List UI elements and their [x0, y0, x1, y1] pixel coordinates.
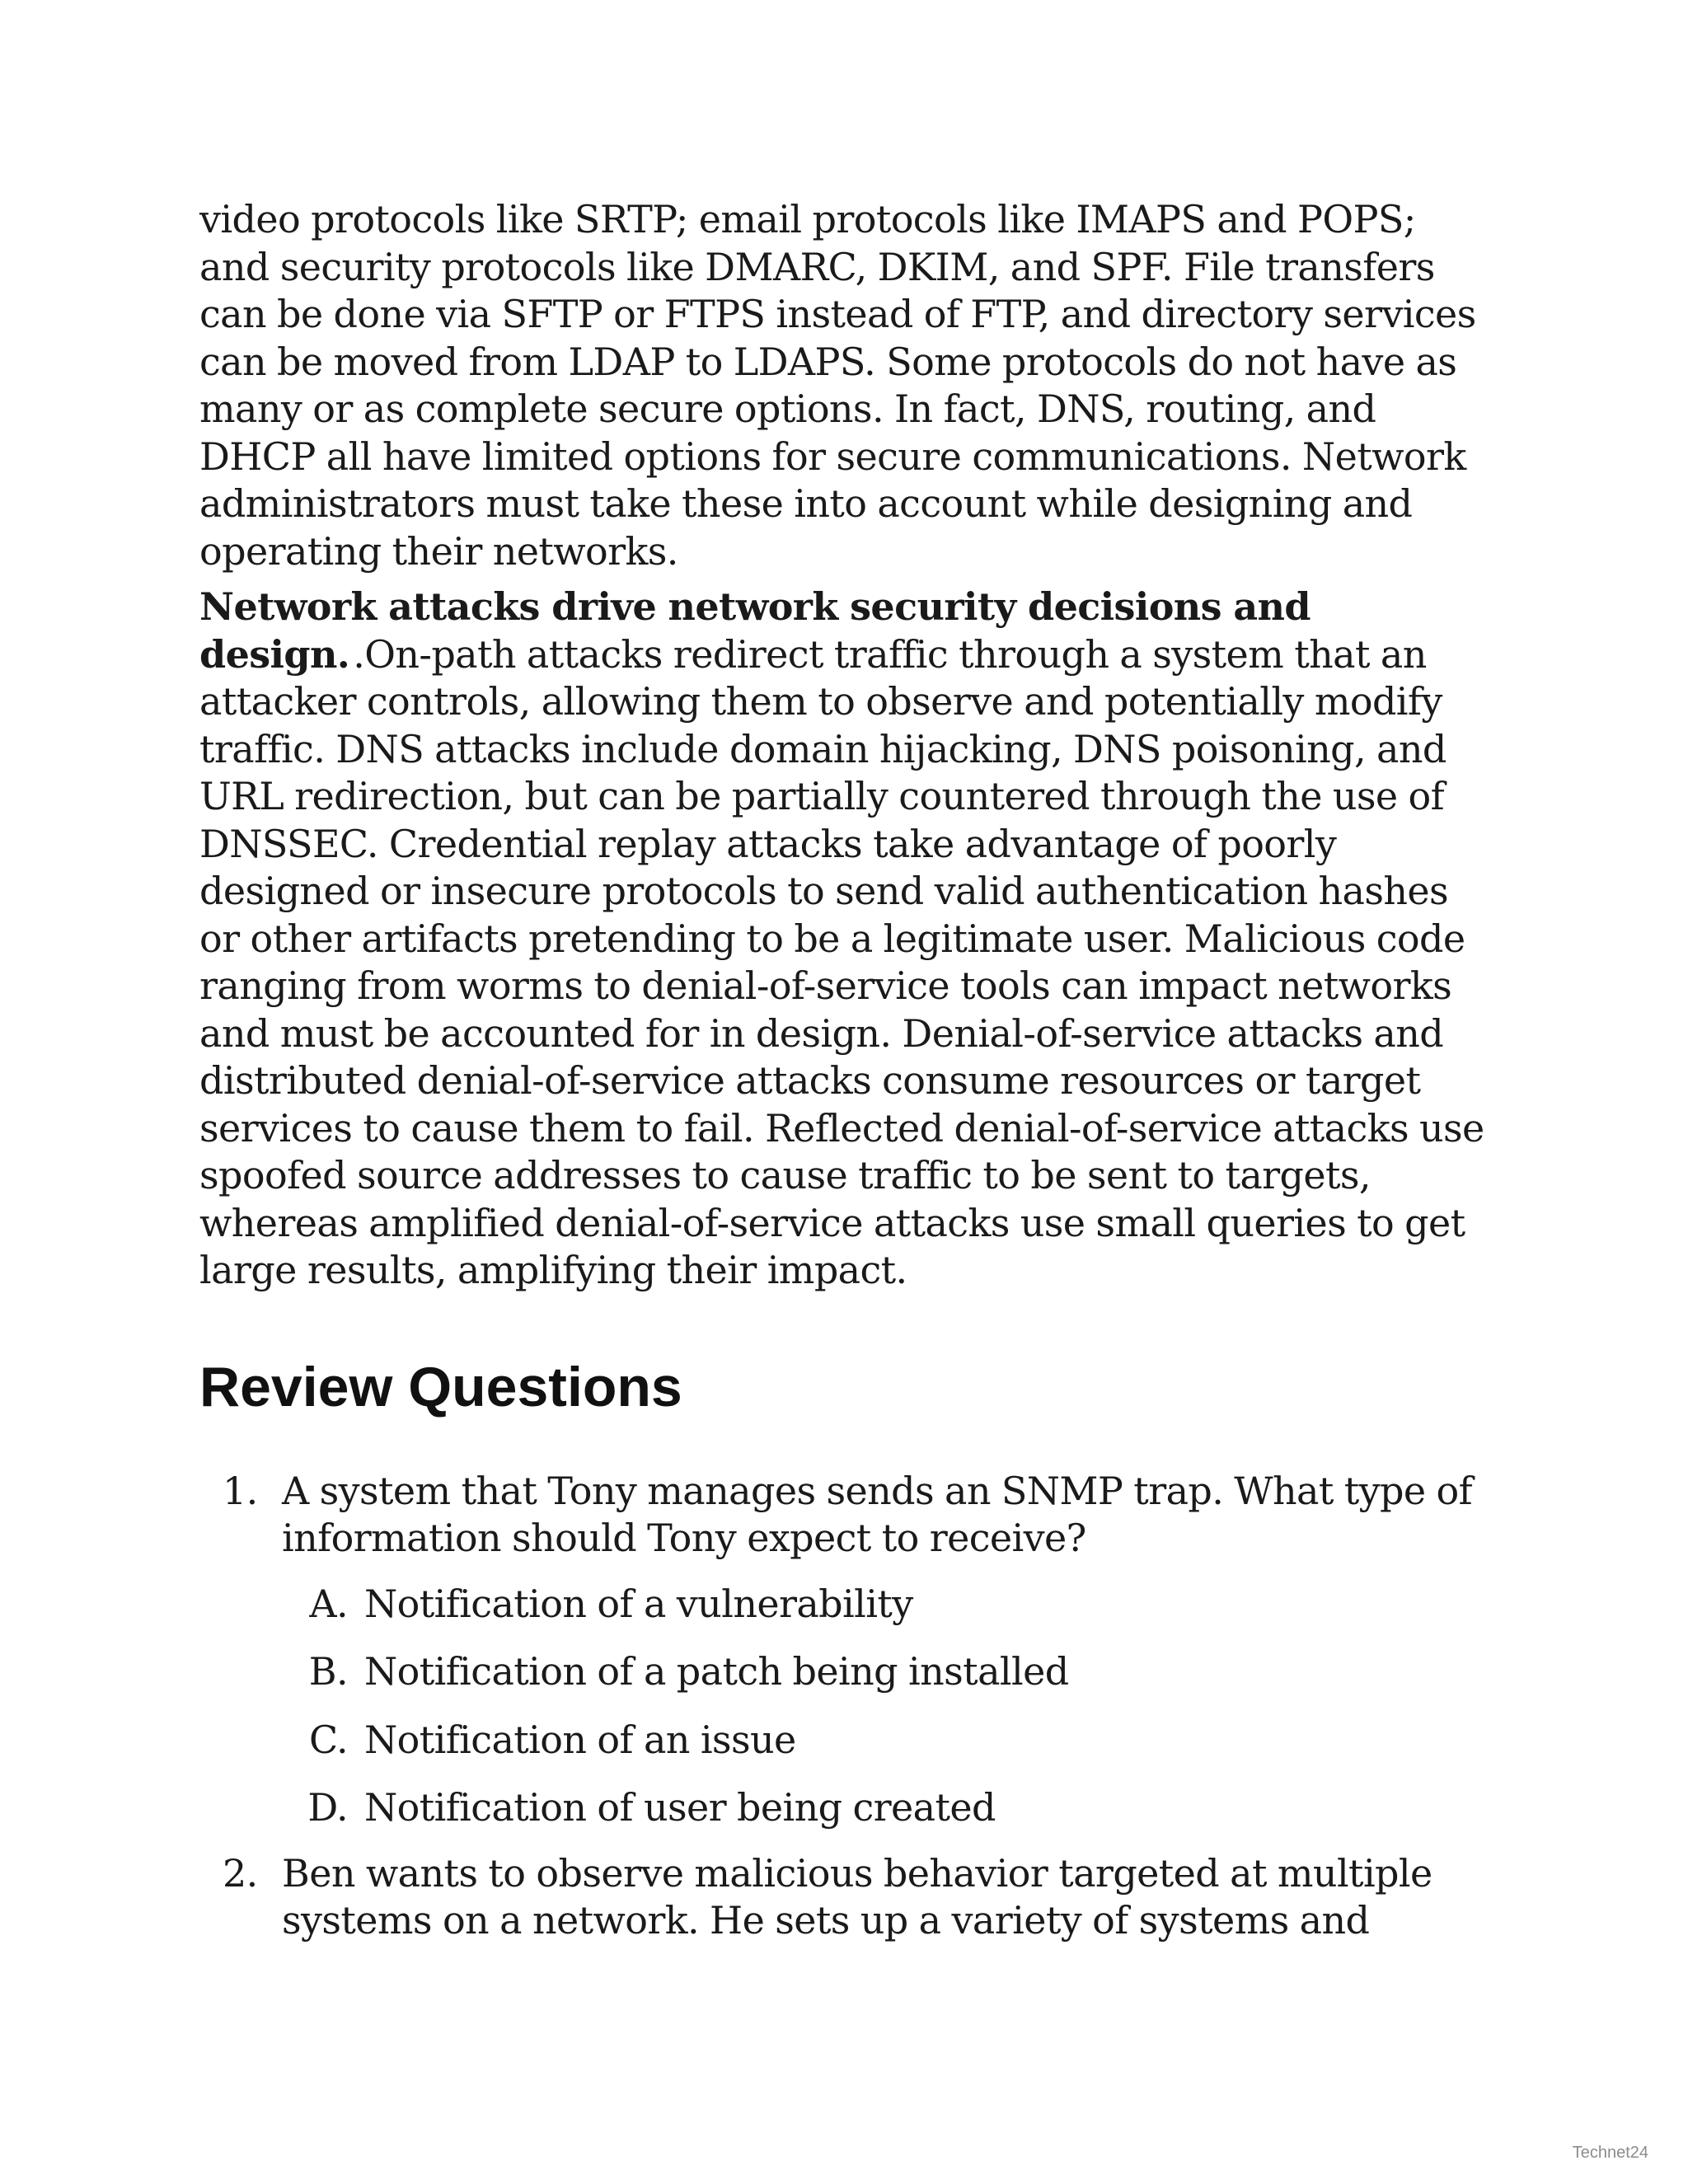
answer-option — [282, 1717, 1493, 1765]
question-item — [199, 1468, 1493, 1832]
option-text: Notification of user being created — [364, 1785, 996, 1830]
watermark: Technet24 — [1572, 2144, 1648, 2162]
page-content — [199, 196, 1493, 1945]
question-text: Ben wants to observe malicious behavior targeted at multiple systems on a network. He sets up a variety of systems and — [282, 1850, 1432, 1943]
paragraph-network-attacks — [199, 583, 1493, 1295]
question-text: A system that Tony manages sends an SNMP trap. What type of information should Tony expect to receive? — [282, 1468, 1473, 1560]
answer-option — [282, 1784, 1493, 1832]
paragraph-protocols: video protocols like SRTP; email protocols like IMAPS and POPS; and security protocols like DMARC, DKIM, and SPF. File transfers can be done via SFTP or FTPS instead of FTP, and directory services can be moved from LDAP to LDAPS. Some protocols do not have as many or as complete secure options. In fact, DNS, routing, and DHCP all have limited options for secure communications. Network administrators must take these into account while designing and operating their networks. — [199, 197, 1476, 574]
option-text: Notification of a vulnerability — [364, 1581, 913, 1626]
question-number: 1. — [223, 1468, 258, 1513]
section-title: Review Questions — [199, 1355, 682, 1418]
option-letter: B. — [308, 1649, 348, 1694]
paragraph-lead-bold: Network attacks drive network security decisions and design. — [199, 584, 1311, 677]
option-letter: D. — [307, 1785, 348, 1830]
option-text: Notification of an issue — [364, 1717, 796, 1762]
question-number: 2. — [223, 1850, 258, 1896]
option-letter: C. — [309, 1717, 348, 1762]
question-item — [199, 1850, 1493, 1945]
answer-option — [282, 1581, 1493, 1629]
option-letter: A. — [309, 1581, 348, 1626]
answer-options — [282, 1581, 1493, 1832]
option-text: Notification of a patch being installed — [364, 1649, 1069, 1694]
answer-option — [282, 1648, 1493, 1696]
paragraph-network-attacks-text: .On-path attacks redirect traffic through a system that an attacker controls, allowing them to observe and potentially modify traffic. DNS attacks include domain hijacking, DNS poisoning, and URL redirection, but can be partially countered through the use of DNSSEC. Credential replay attacks take advantage of poorly designed or insecure protocols to send valid authentication hashes or other artifacts pretending to be a legitimate user. Malicious code ranging from worms to denial-of-service tools can impact networks and must be accounted for in design. Denial-of-service attacks and distributed denial-of-service attacks consume resources or target services to cause them to fail. Reflected denial-of-service attacks use spoofed source addresses to cause traffic to be sent to targets, whereas amplified denial-of-service attacks use small queries to get large results, amplifying their impact. — [199, 631, 1484, 1292]
review-questions-list — [199, 1468, 1493, 1945]
